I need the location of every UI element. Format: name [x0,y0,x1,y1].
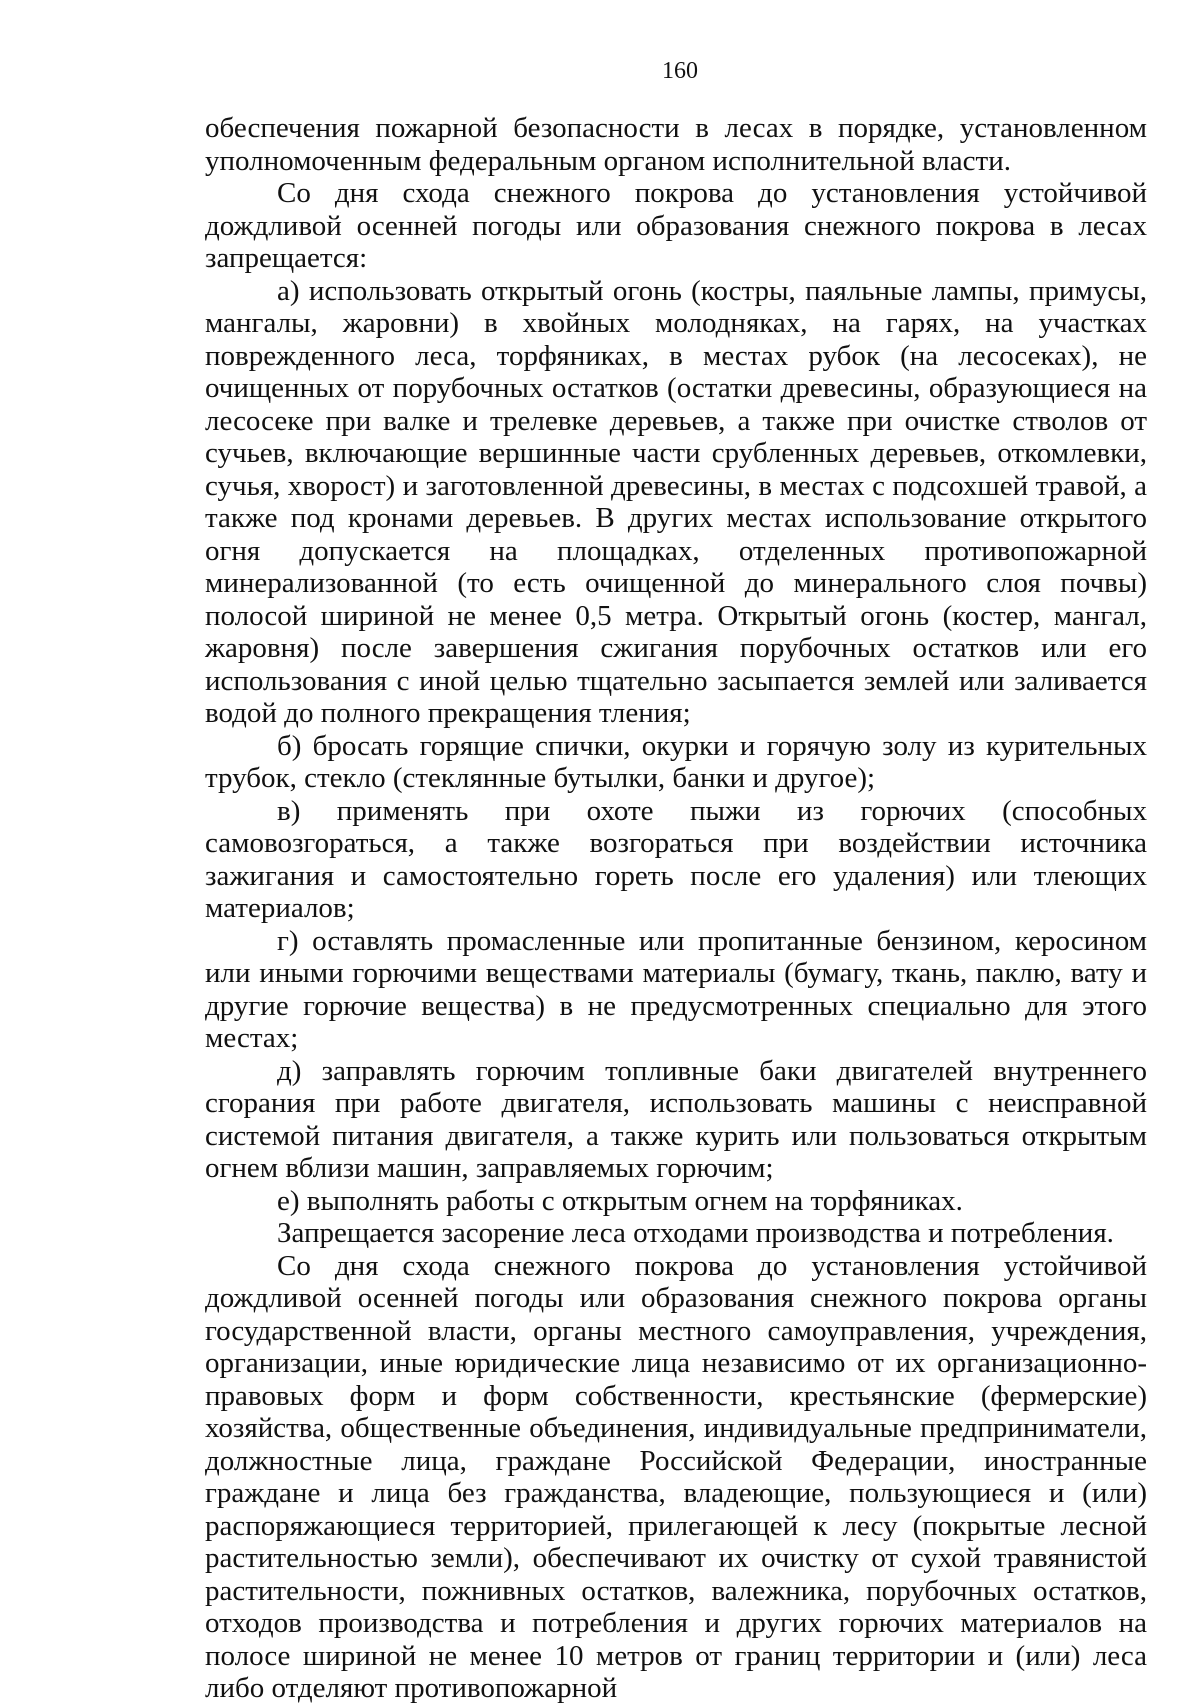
paragraph-item-d: д) заправлять горючим топливные баки двигателей внутреннего сгорания при работе двигателя, использовать машины с неисправной системой питания двигателя, а также курить или пользоваться открытым огнем вблизи машин, заправляемых горючим; [205,1054,1147,1184]
paragraph-item-v: в) применять при охоте пыжи из горючих (способных самовозгораться, а также возгораться при воздействии источника зажигания и самостоятельно гореть после его удаления) или тлеющих материалов; [205,794,1147,924]
paragraph-continuation: обеспечения пожарной безопасности в лесах в порядке, установленном уполномоченным федеральным органом исполнительной власти. [205,112,1147,177]
document-body [205,112,1147,1705]
paragraph-item-b: б) бросать горящие спички, окурки и горячую золу из курительных трубок, стекло (стеклянные бутылки, банки и другое); [205,729,1147,794]
paragraph-item-a: а) использовать открытый огонь (костры, паяльные лампы, примусы, мангалы, жаровни) в хвойных молодняках, на гарях, на участках поврежденного леса, торфяниках, в местах рубок (на лесосеках), не очищенных от порубочных остатков (остатки древесины, образующиеся на лесосеке при валке и трелевке деревьев, а также при очистке стволов от сучьев, включающие вершинные части срубленных деревьев, откомлевки, сучья, хворост) и заготовленной древесины, в местах с подсохшей травой, а также под кронами деревьев. В других местах использование открытого огня допускается на площадках, отделенных противопожарной минерализованной (то есть очищенной до минерального слоя почвы) полосой шириной не менее 0,5 метра. Открытый огонь (костер, мангал, жаровня) после завершения сжигания порубочных остатков или его использования с иной целью тщательно засыпается землей или заливается водой до полного прекращения тления; [205,274,1147,729]
paragraph-littering-ban: Запрещается засорение леса отходами производства и потребления. [277,1217,1114,1249]
paragraph-item-e: е) выполнять работы с открытым огнем на торфяниках. [277,1184,963,1217]
page-number: 160 [662,58,698,84]
paragraph-prohibitions-intro: Со дня схода снежного покрова до установления устойчивой дождливой осенней погоды или образования снежного покрова в лесах запрещается: [205,177,1147,274]
paragraph-clearing-duty: Со дня схода снежного покрова до установления устойчивой дождливой осенней погоды или образования снежного покрова органы государственной власти, органы местного самоуправления, учреждения, организации, иные юридические лица независимо от их организационно-правовых форм и форм собственности, крестьянские (фермерские) хозяйства, общественные объединения, индивидуальные предприниматели, должностные лица, граждане Российской Федерации, иностранные граждане и лица без гражданства, владеющие, пользующиеся и (или) распоряжающиеся территорией, прилегающей к лесу (покрытые лесной растительностью земли), обеспечивают их очистку от сухой травянистой растительности, пожнивных остатков, валежника, порубочных остатков, отходов производства и потребления и других горючих материалов на полосе шириной не менее 10 метров от границ территории и (или) леса либо отделяют противопожарной [205,1249,1147,1704]
paragraph-item-g: г) оставлять промасленные или пропитанные бензином, керосином или иными горючими веществами материалы (бумагу, ткань, паклю, вату и другие горючие вещества) в не предусмотренных специально для этого местах; [205,924,1147,1054]
